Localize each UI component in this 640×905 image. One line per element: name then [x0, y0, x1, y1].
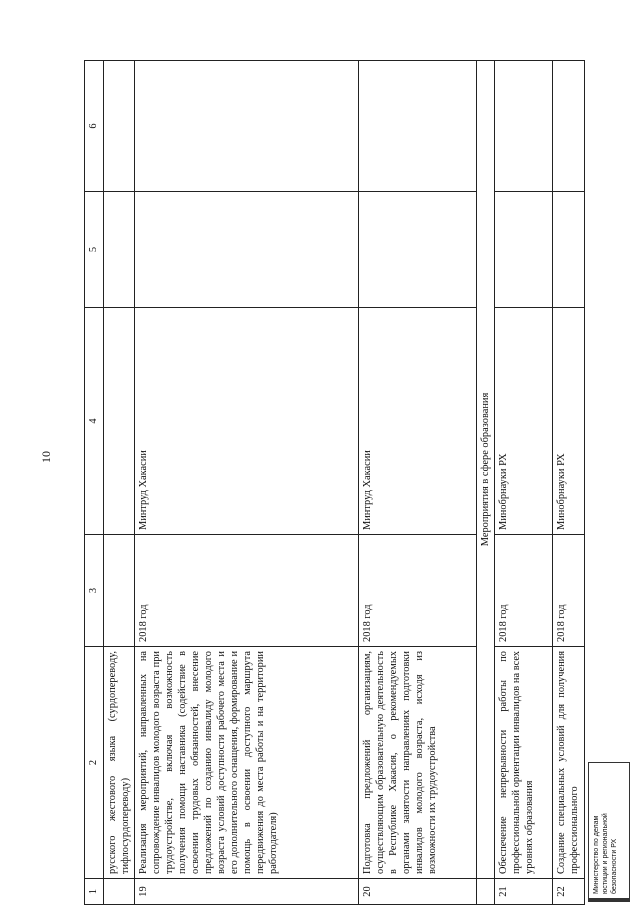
cell-period: 2018 год — [135, 535, 359, 647]
table-row-21 — [495, 61, 553, 905]
cell-empty — [104, 308, 135, 535]
page-number: 10 — [39, 451, 53, 463]
table-section-row — [477, 61, 495, 905]
cell-text: Обеспечение непрерывности работы по профессиональной ориентации инвалидов на всех уровнях образования — [495, 647, 553, 879]
cell-empty — [359, 192, 477, 308]
section-heading: Мероприятия в сфере образования — [477, 61, 495, 879]
cell-responsible: Минобрнауки РХ — [495, 308, 553, 535]
cell-empty — [359, 61, 477, 192]
table-row-20 — [359, 61, 477, 905]
cell-empty — [135, 61, 359, 192]
table-row-19 — [135, 61, 359, 905]
cell-number: 21 — [495, 879, 553, 905]
cell-text: Создание специальных условий для получения профессионального — [553, 647, 585, 879]
cell-period: 2018 год — [495, 535, 553, 647]
stamp-line: Министерство по делам — [593, 815, 600, 894]
cell-empty — [553, 192, 585, 308]
header-col-5: 5 — [85, 192, 104, 308]
cell-responsible: Минобрнауки РХ — [553, 308, 585, 535]
cell-responsible: Минтруд Хакасии — [135, 308, 359, 535]
header-col-6: 6 — [85, 61, 104, 192]
stamp-line: юстиции и региональной — [602, 813, 609, 894]
stamp-line: безопасности РХ — [611, 838, 618, 894]
table-row-22 — [553, 61, 585, 905]
cell-empty — [477, 879, 495, 905]
header-col-1: 1 — [85, 879, 104, 905]
cell-text: русского жестового языка (сурдопереводу, тифлосурдопереводу) — [104, 647, 135, 879]
cell-empty — [553, 61, 585, 192]
header-col-2: 2 — [85, 647, 104, 879]
cell-number: 20 — [359, 879, 477, 905]
rotated-table-sheet — [84, 61, 600, 905]
cell-empty — [104, 192, 135, 308]
cell-number: 19 — [135, 879, 359, 905]
cell-empty — [135, 192, 359, 308]
table-row-continuation — [104, 61, 135, 905]
cell-period: 2018 год — [359, 535, 477, 647]
cell-period: 2018 год — [553, 535, 585, 647]
cell-number: 22 — [553, 879, 585, 905]
cell-empty — [495, 61, 553, 192]
cell-empty — [104, 535, 135, 647]
header-row — [85, 61, 104, 905]
header-col-4: 4 — [85, 308, 104, 535]
cell-responsible: Минтруд Хакасии — [359, 308, 477, 535]
cell-empty — [104, 61, 135, 192]
cell-text: Подготовка предложений организациям, осуществляющим образовательную деятельность в Республике Хакасия, о рекомендуемых органами занятости направлениях подготовки инвалидов молодого возраста, исходя из возможности их трудоустройства — [359, 647, 477, 879]
cell-empty — [495, 192, 553, 308]
cell-text: Реализация мероприятий, направленных на сопровождение инвалидов молодого возраста при трудоустройстве, включая возможность получения помощи наставника (содействие в освоении трудовых обязанностей, внесение предложений по созданию инвалиду молодого возраста условий доступности рабочего места и его дополнительного оснащения, формирование и помощь в освоении доступного маршрута передвижения до места работы и на территории работодателя) — [135, 647, 359, 879]
header-col-3: 3 — [85, 535, 104, 647]
registration-stamp — [588, 762, 630, 902]
cell-empty — [104, 879, 135, 905]
measures-table — [84, 60, 585, 905]
